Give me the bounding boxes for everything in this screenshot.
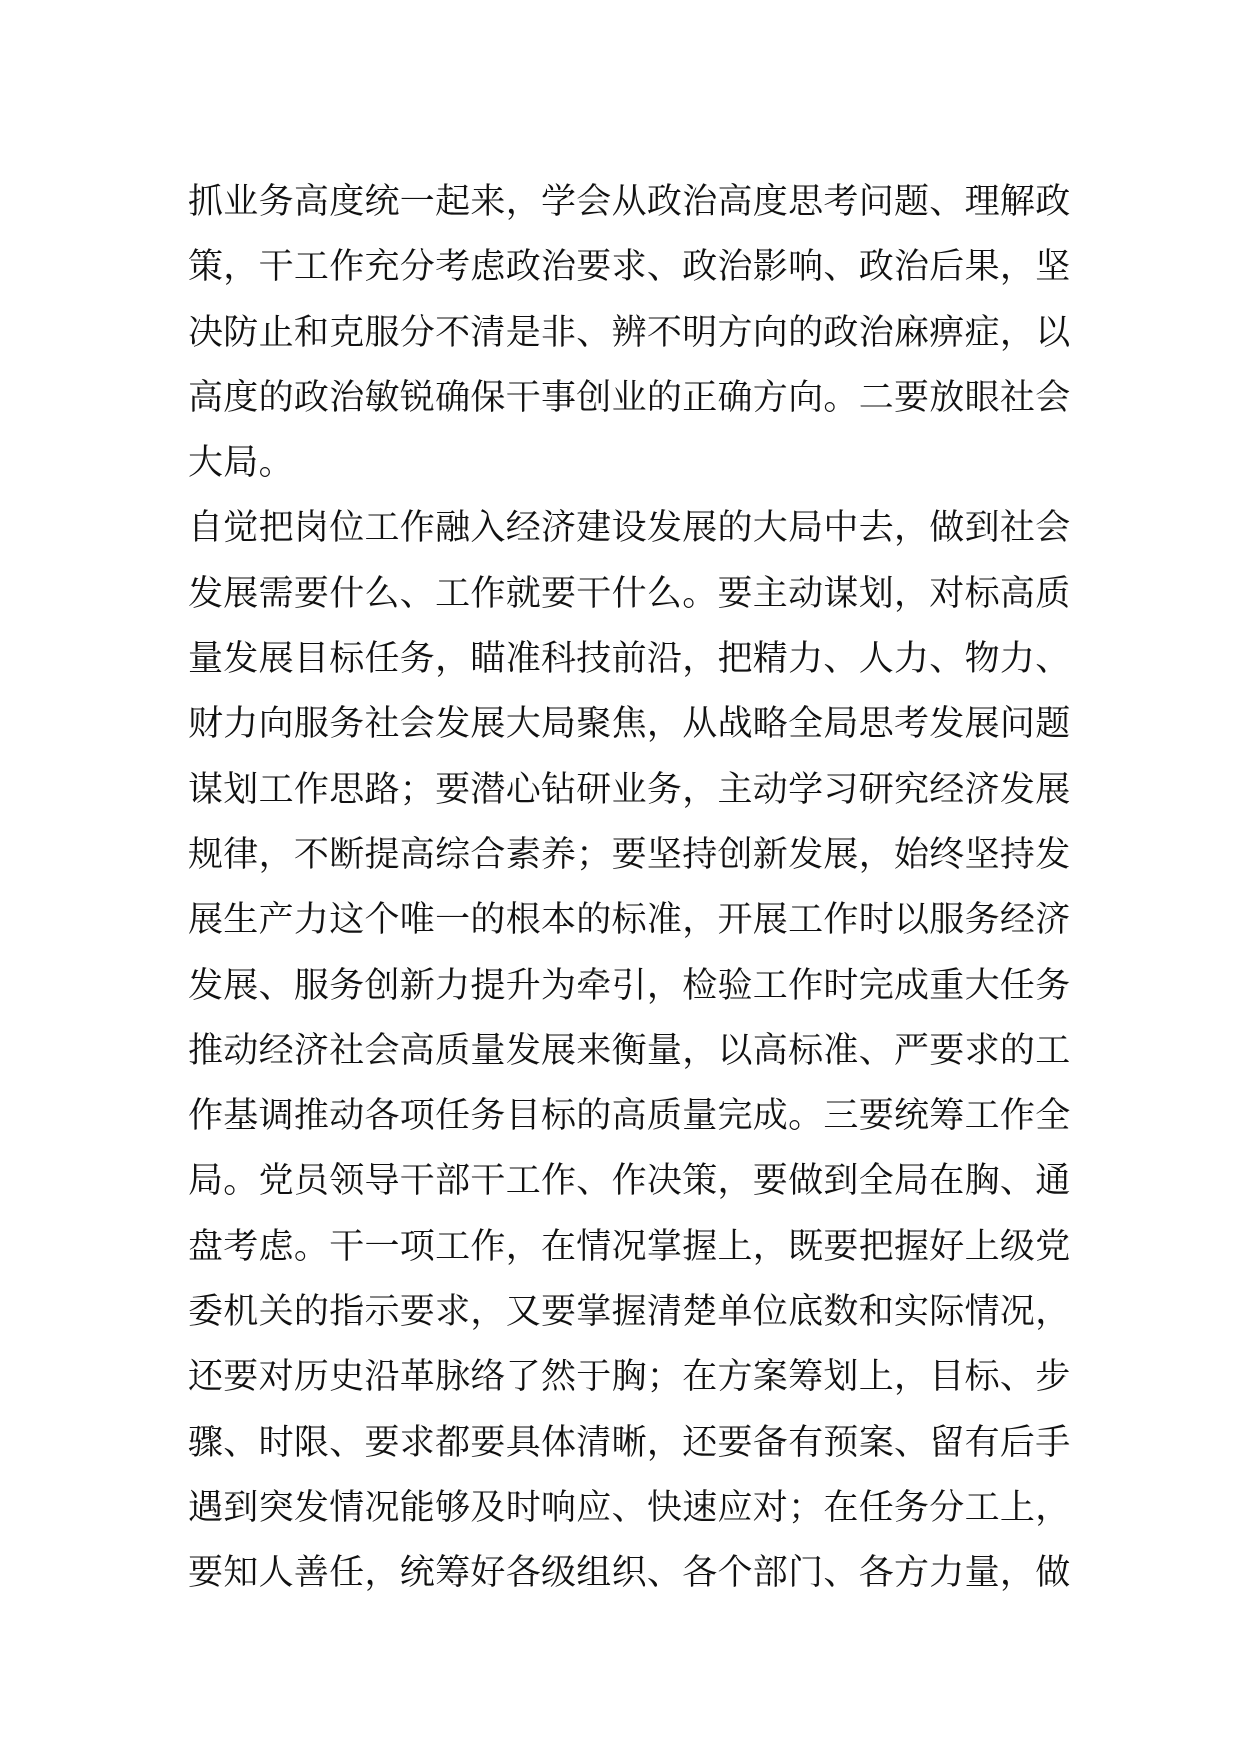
text-line: 要知人善任，统筹好各级组织、各个部门、各方力量，做 [188,1553,1071,1594]
text-line: 发展需要什么、工作就要干什么。要主动谋划，对标高质 [188,573,1071,614]
text-line: 委机关的指示要求，又要掌握清楚单位底数和实际情况， [188,1292,1071,1333]
text-line: 骤、时限、要求都要具体清晰，还要备有预案、留有后手 [188,1422,1071,1463]
text-line: 抓业务高度统一起来，学会从政治高度思考问题、理解政 [188,182,1071,222]
text-line: 决防止和克服分不清是非、辨不明方向的政治麻痹症，以 [188,312,1071,353]
text-line: 规律，不断提高综合素养；要坚持创新发展，始终坚持发 [188,834,1071,875]
text-line: 策，干工作充分考虑政治要求、政治影响、政治后果，坚 [188,247,1071,288]
text-line: 高度的政治敏锐确保干事创业的正确方向。二要放眼社会 [188,377,1071,418]
text-line: 自觉把岗位工作融入经济建设发展的大局中去，做到社会 [188,508,1071,549]
text-line: 展生产力这个唯一的根本的标准，开展工作时以服务经济 [188,900,1071,941]
text-line: 发展、服务创新力提升为牵引，检验工作时完成重大任务 [188,965,1071,1006]
text-line: 推动经济社会高质量发展来衡量，以高标准、严要求的工 [188,1030,1071,1071]
text-line: 财力向服务社会发展大局聚焦，从战略全局思考发展问题 [188,704,1071,745]
text-line: 量发展目标任务，瞄准科技前沿，把精力、人力、物力、 [188,639,1071,680]
text-line: 谋划工作思路；要潜心钻研业务，主动学习研究经济发展 [188,769,1071,810]
text-line: 盘考虑。干一项工作，在情况掌握上，既要把握好上级党 [188,1226,1071,1267]
text-line: 局。党员领导干部干工作、作决策，要做到全局在胸、通 [188,1161,1071,1202]
text-line: 大局。 [188,443,294,484]
body-text [188,170,1071,1607]
text-line: 作基调推动各项任务目标的高质量完成。三要统筹工作全 [188,1096,1071,1137]
text-line: 还要对历史沿革脉络了然于胸；在方案筹划上，目标、步 [188,1357,1071,1398]
text-line: 遇到突发情况能够及时响应、快速应对；在任务分工上， [188,1487,1071,1528]
